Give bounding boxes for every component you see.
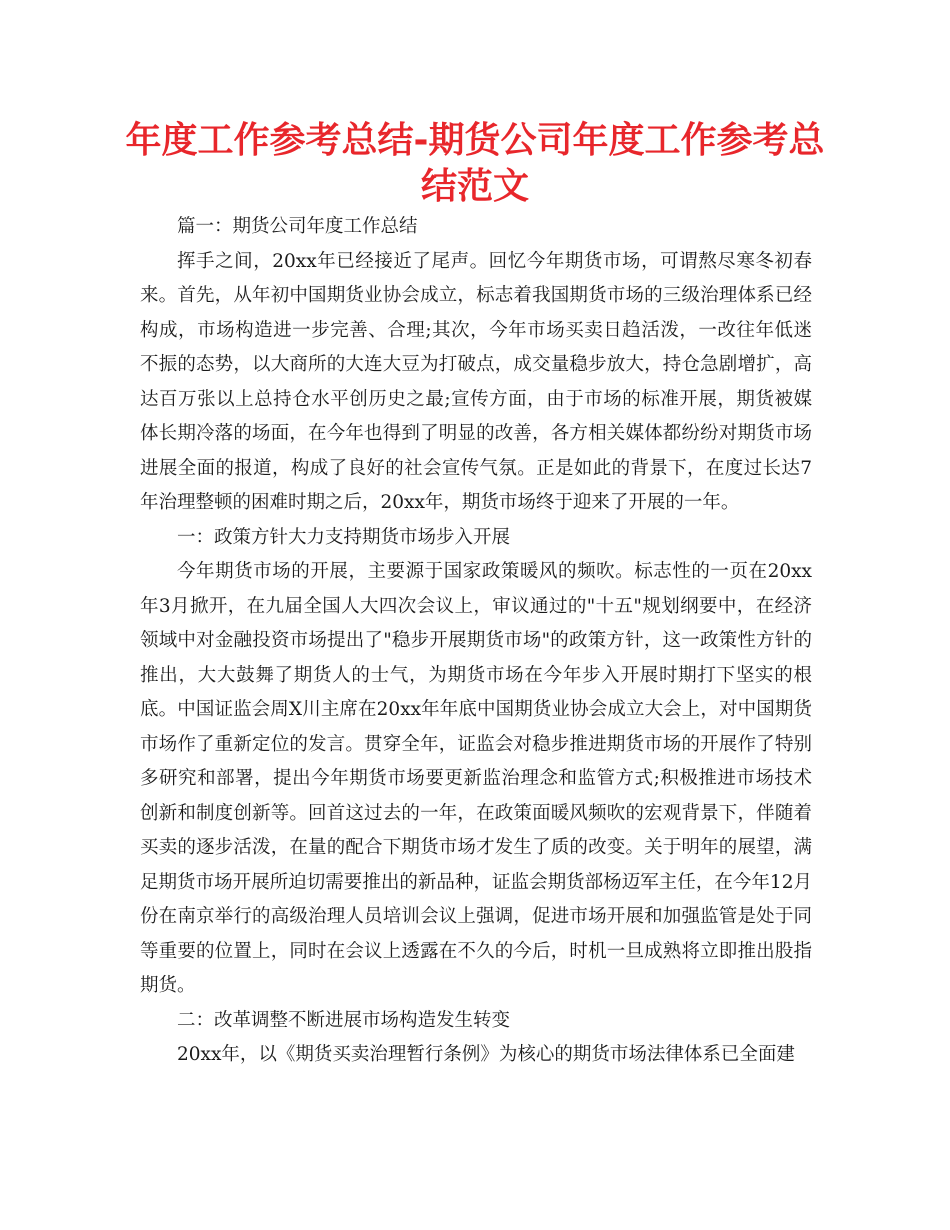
- section-heading: 一：政策方针大力支持期货市场步入开展: [177, 526, 511, 548]
- body-paragraph: 今年期货市场的开展，主要源于国家政策暖风的频吹。标志性的一页在20xx年3月掀开，在九届全国人大四次会议上，审议通过的"十五"规划纲要中，在经济领域中对金融投资市场提出了"稳步开展期货市场"的政策方针，这一政策性方针的推出，大大鼓舞了期货人的士气，为期货市场在今年步入开展时期打下坚实的根底。中国证监会周X川主席在20xx年年底中国期货业协会成立大会上，对中国期货市场作了重新定位的发言。贯穿全年，证监会对稳步推进期货市场的开展作了特别多研究和部署，提出今年期货市场要更新监治理念和监管方式;积极推进市场技术创新和制度创新等。回首这过去的一年，在政策面暖风频吹的宏观背景下，伴随着买卖的逐步活泼，在量的配合下期货市场才发生了质的改变。关于明年的展望，满足期货市场开展所迫切需要推出的新品种，证监会期货部杨迈军主任，在今年12月份在南京举行的高级治理人员培训会议上强调，促进市场开展和加强监管是处于同等重要的位置上，同时在会议上透露在不久的今后，时机一旦成熟将立即推出股指期货。: [140, 561, 812, 996]
- body-paragraph: 挥手之间，20xx年已经接近了尾声。回忆今年期货市场，可谓熬尽寒冬初春来。首先，从年初中国期货业协会成立，标志着我国期货市场的三级治理体系已经构成，市场构造进一步完善、合理;其次，今年市场买卖日趋活泼，一改往年低迷不振的态势，以大商所的大连大豆为打破点，成交量稳步放大，持仓急剧增扩，高达百万张以上总持仓水平创历史之最;宣传方面，由于市场的标准开展，期货被媒体长期冷落的场面，在今年也得到了明显的改善，各方相关媒体都纷纷对期货市场进展全面的报道，构成了良好的社会宣传气氛。正是如此的背景下，在度过长达7年治理整顿的困难时期之后，20xx年，期货市场终于迎来了开展的一年。: [140, 250, 812, 513]
- document-title: 年度工作参考总结-期货公司年度工作参考总结范文: [125, 120, 825, 207]
- section-heading: 二：改革调整不断进展市场构造发生转变: [177, 1009, 511, 1031]
- document-body: [140, 210, 812, 1073]
- body-paragraph: 20xx年，以《期货买卖治理暂行条例》为核心的期货市场法律体系已全面建: [177, 1044, 795, 1065]
- section-heading: 篇一：期货公司年度工作总结: [177, 216, 418, 237]
